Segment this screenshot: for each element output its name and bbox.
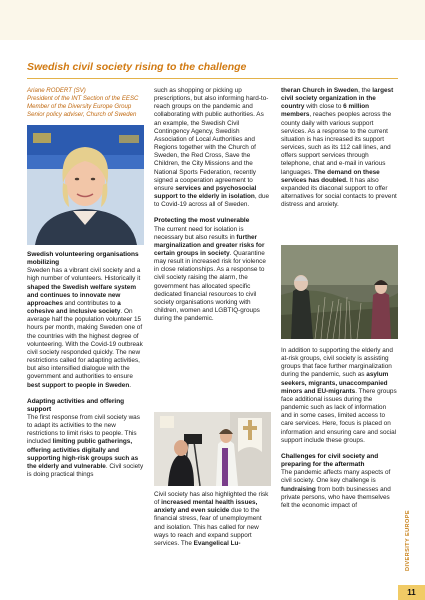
text-run-bold: fundraising (281, 485, 316, 493)
section-heading-volunteering: Swedish volunteering organisations mobilizing (27, 251, 139, 267)
text-run: In addition to supporting the elderly and at-risk groups, civil society is assisting groups that face further marginalization during the pandemic, such as (281, 347, 393, 379)
paragraph-adapting (27, 414, 144, 479)
section-heading-protecting: Protecting the most vulnerable (154, 217, 250, 225)
title-rule (27, 78, 398, 79)
paragraph-practical-things (154, 87, 271, 209)
text-run: , due to Covid-19 across all of Sweden. (154, 193, 270, 209)
spacer (281, 445, 398, 453)
text-run: Civil society has also highlighted the risk of (154, 491, 269, 507)
spacer (27, 390, 144, 398)
text-run-bold: largest civil society organization in the country (281, 87, 394, 111)
column-1-body (27, 251, 144, 479)
spacer (154, 209, 271, 217)
column-2-bottom (154, 491, 271, 548)
author-name: Ariane RODERT (SV) (27, 87, 86, 94)
text-run: . On average half the population volunteer 15 hours per month, making Sweden one of the countries with the highest degree of volunteering. With the Covid-19 outbreak civil society responded quickly. The new restrictions called for adapting activities, but also intensified dialogue with the government and authorities to ensure (27, 308, 143, 381)
text-run-bold: theran Church in Sweden (281, 87, 359, 94)
text-run-bold: 6 million members (281, 103, 370, 119)
church-video-recording-photo (154, 412, 271, 486)
section-heading-challenges: Challenges for civil society and preparing for the aftermath (281, 452, 379, 469)
text-run-bold: best support to people in Sweden (27, 381, 130, 389)
text-run: , reaches peoples across the county daily with various support services. As a response to the current situation is has increased its support services, such as its 112 call lines, and offers support services through telephone, chat and e-mail in various languages. (281, 111, 392, 176)
column-1 (27, 87, 144, 119)
section-heading-adapting: Adapting activities and offering support (27, 397, 125, 413)
top-band (0, 0, 425, 40)
page-number: 11 (398, 585, 425, 600)
author-role-3: Senior policy adviser, Church of Sweden (27, 110, 137, 118)
text-run: from both businesses and private persons, who have themselves felt the economic impact of (281, 485, 391, 509)
text-run: . There groups face additional issues during the pandemic such as lack of information and in some cases, limited access to care services. Here, focus is placed on information and ensuring care and social support include these groups. (281, 387, 397, 444)
paragraph-mental-health (154, 491, 271, 548)
author-role-2: Member of the Diversity Europe Group (27, 102, 132, 110)
text-run-bold: limiting public gatherings, offering activities digitally and supporting high-risk groups such as the elderly and vulnerable (27, 438, 139, 470)
text-run: , the (358, 87, 373, 94)
text-run: . Quarantine may result in increased risk for violence in close relationships. As a response to civil society raising the alarm, the government has allocated specific dedicated financial resources to civil society organisations working with children, women and LGBTIQ-groups during the pandemic. (154, 249, 266, 323)
text-run-bold: Evangelical Lu- (193, 539, 241, 547)
text-run-bold: further marginalization and greater risks for certain groups in society (154, 233, 265, 257)
portrait-photo (27, 125, 144, 245)
text-run: with close to (304, 103, 344, 111)
paragraph-marginalized-groups (281, 347, 398, 445)
text-run: The first response from civil society was to adapt its activities to the new restrictions to limit risks to people. This included (27, 413, 140, 446)
byline (27, 87, 144, 119)
text-run: . Civil society is doing practical things (27, 462, 144, 479)
text-run-bold: shaped the Swedish welfare system and continues to innovate new approaches (27, 283, 137, 307)
text-run: such as shopping or picking up prescriptions, but also informing hard-to-reach groups on the pandemic and collaborating with public authorities. As an example, the Swedish Civil Contingency Agency, Swedish Association of Local Authorities and Regions together with the Church of Sweden, the Red Cross, Save the Children, the City Missions and the National Sports Federation, recently signed a cooperation agreement to ensure (154, 87, 269, 192)
paragraph-volunteering (27, 267, 144, 389)
author-role-1: President of the INT Section of the EESC (27, 94, 139, 102)
text-run-bold: The demand on these services has doubled. (281, 168, 380, 184)
text-run-bold: increased mental health issues, anxiety and even suicide (154, 499, 258, 515)
column-2-top (154, 87, 271, 323)
text-run-bold: services and psychosocial support to the elderly in isolation (154, 184, 257, 201)
text-run-bold: a cohesive and inclusive society (27, 299, 121, 316)
paragraph-protecting (154, 226, 271, 324)
elderly-outdoor-photo (281, 245, 398, 339)
text-run: . (129, 381, 132, 389)
section-label: DIVERSITY EUROPE (405, 509, 411, 571)
text-run: The current need for isolation is necessary but also results in (154, 225, 244, 241)
paragraph-challenges (281, 469, 398, 510)
text-run: and contributes to (62, 299, 118, 307)
column-3-bottom (281, 347, 398, 510)
article-title: Swedish civil society rising to the challenge (27, 61, 247, 73)
text-run: Sweden has a vibrant civil society and a high number of volunteers. Historically it (27, 267, 141, 283)
paragraph-church (281, 87, 398, 209)
column-3-top (281, 87, 398, 209)
text-run: It has also expanded its diaconal support to offer alternatives for social contacts to prevent distress and anxiety. (281, 176, 397, 209)
text-run: due to the financial stress, fear of unemployment and isolation. This has called for new ways to reach and expand support services. The (154, 507, 262, 547)
text-run-bold: asylum seekers, migrants, unaccompanied minors and EU-migrants (281, 371, 389, 395)
text-run: The pandemic affects many aspects of civil society. One key challenge is (281, 469, 391, 485)
